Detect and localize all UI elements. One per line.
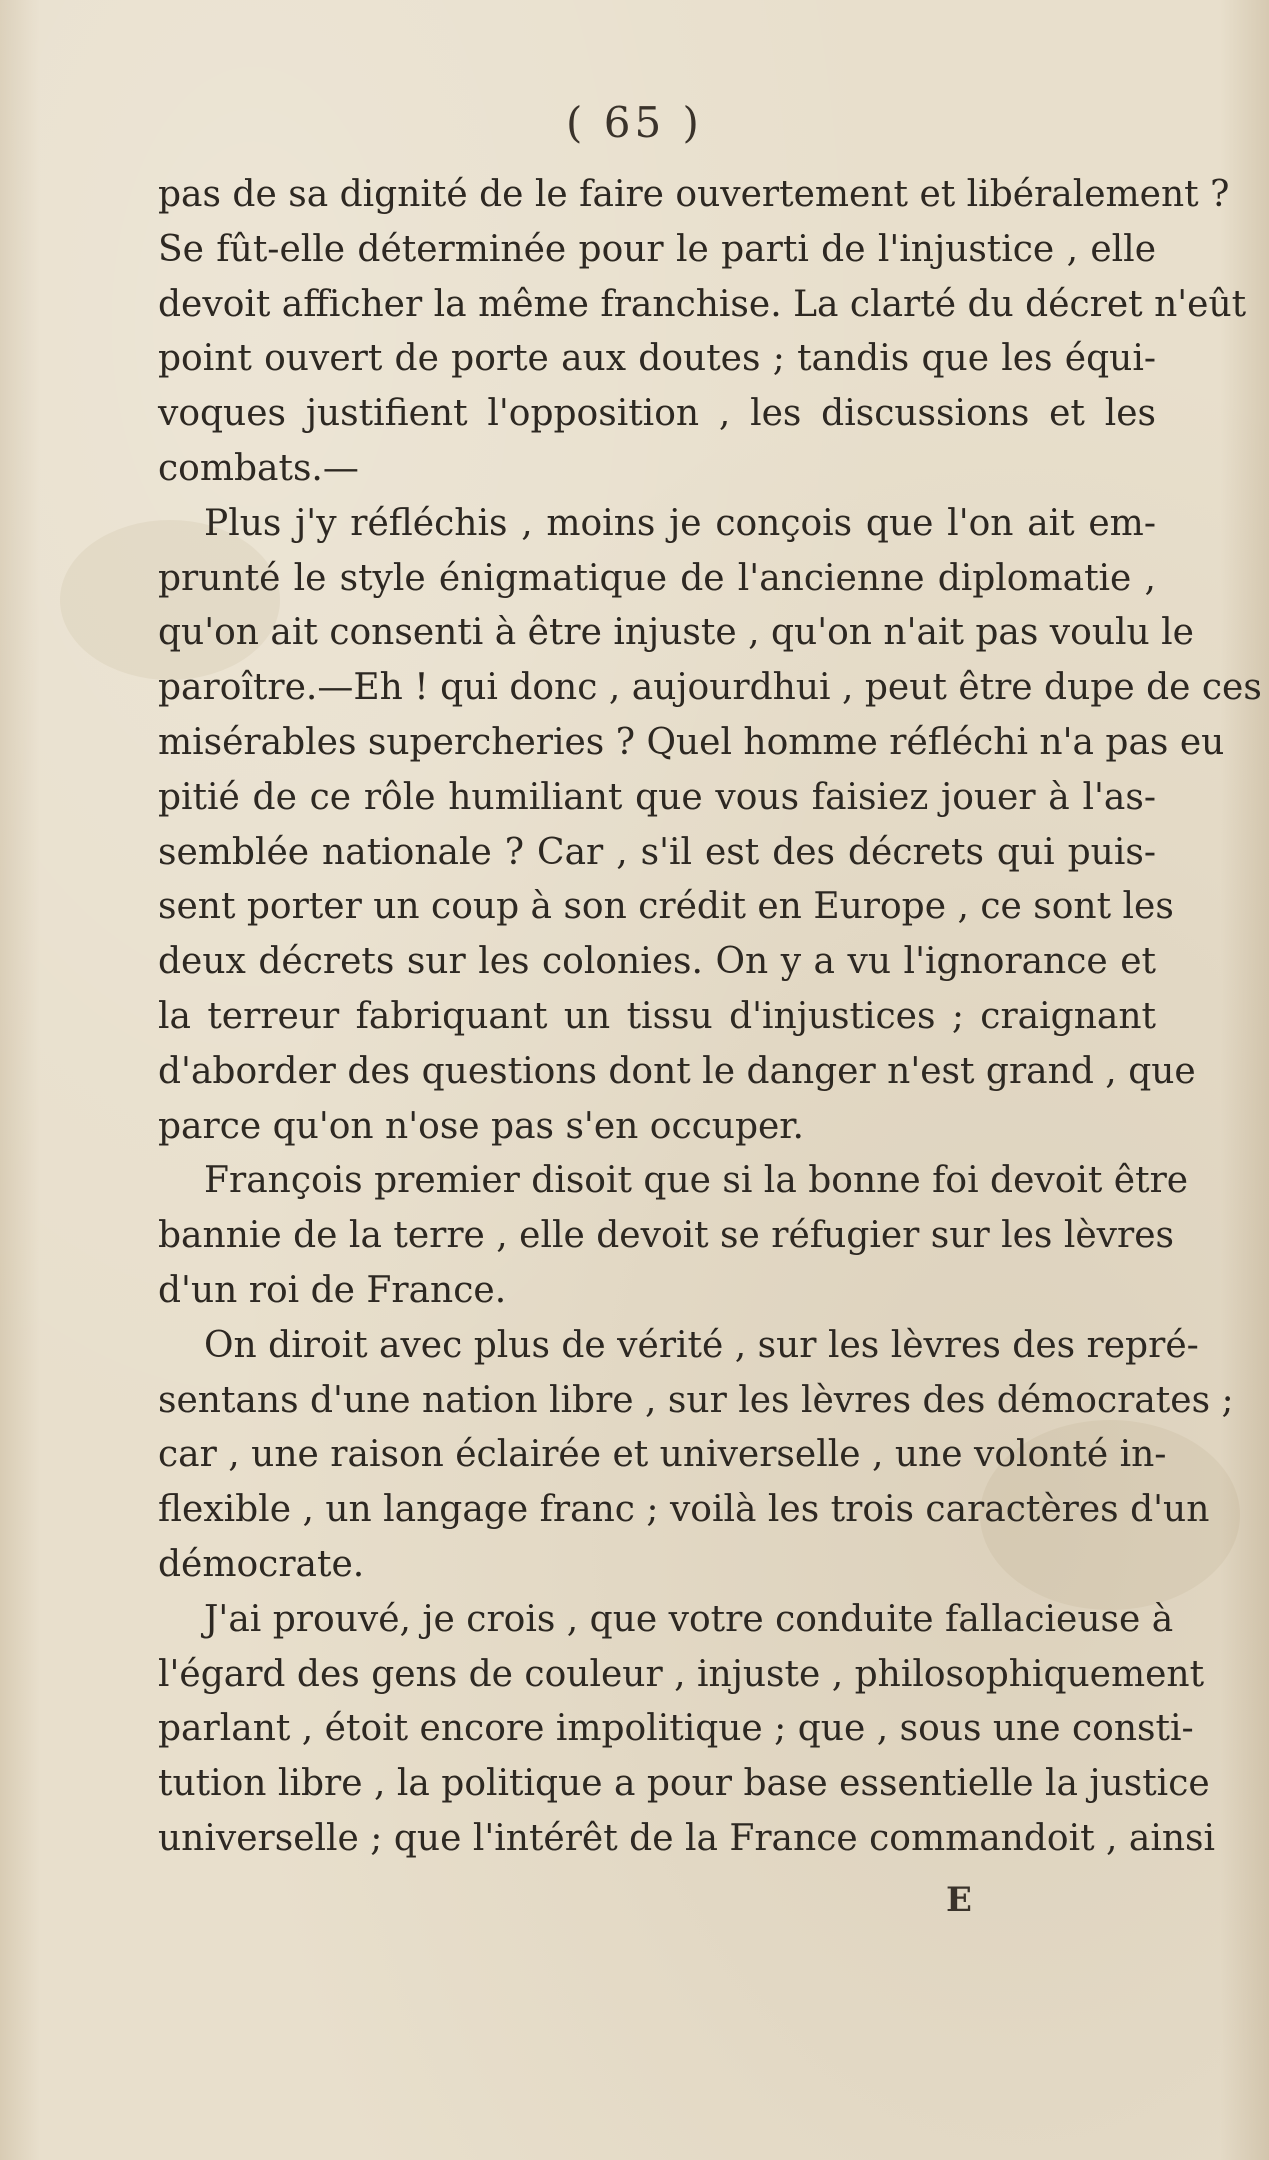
text-line: combats.— (158, 447, 359, 489)
text-line: la terreur fabriquant un tissu d'injustices ; craignant (158, 995, 1156, 1037)
text-line: devoit afficher la même franchise. La clarté du décret n'eût (158, 283, 1247, 325)
page-number: ( 65 ) (566, 98, 703, 147)
paragraph-first-line: François premier disoit que si la bonne foi devoit être (204, 1160, 1189, 1202)
text-line: prunté le style énigmatique de l'ancienne diplomatie , (158, 557, 1156, 599)
text-line: semblée nationale ? Car , s'il est des décrets qui puis- (158, 831, 1156, 873)
text-line: paroître.—Eh ! qui donc , aujourdhui , peut être dupe de ces (158, 667, 1262, 709)
text-line: d'aborder des questions dont le danger n'est grand , que (158, 1050, 1196, 1092)
text-line: bannie de la terre , elle devoit se réfugier sur les lèvres (158, 1215, 1174, 1257)
text-line: flexible , un langage franc ; voilà les trois caractères d'un (158, 1489, 1210, 1531)
text-line: point ouvert de porte aux doutes ; tandis que les équi- (158, 338, 1156, 380)
text-line: parlant , étoit encore impolitique ; que , sous une consti- (158, 1708, 1194, 1750)
signature-mark: E (946, 1880, 972, 1920)
text-line: qu'on ait consenti à être injuste , qu'on n'ait pas voulu le (158, 612, 1194, 654)
text-line: tution libre , la politique a pour base essentielle la justice (158, 1763, 1210, 1805)
paragraph-first-line: On diroit avec plus de vérité , sur les lèvres des repré- (204, 1324, 1199, 1366)
text-line: misérables supercheries ? Quel homme réfléchi n'a pas eu (158, 721, 1225, 763)
text-line: Se fût-elle déterminée pour le parti de l'injustice , elle (158, 228, 1156, 270)
text-line: sent porter un coup à son crédit en Europe , ce sont les (158, 886, 1174, 928)
body-text (158, 168, 1262, 1867)
text-line: l'égard des gens de couleur , injuste , philosophiquement (158, 1653, 1205, 1695)
text-line: démocrate. (158, 1543, 365, 1585)
text-line: pitié de ce rôle humiliant que vous faisiez jouer à l'as- (158, 776, 1156, 818)
text-line: voques justifient l'opposition , les discussions et les (158, 393, 1156, 435)
text-line: d'un roi de France. (158, 1269, 507, 1311)
text-line: universelle ; que l'intérêt de la France commandoit , ainsi (158, 1817, 1216, 1859)
paragraph-first-line: J'ai prouvé, je crois , que votre conduite fallacieuse à (204, 1598, 1174, 1640)
text-line: deux décrets sur les colonies. On y a vu l'ignorance et (158, 941, 1156, 983)
paragraph-first-line: Plus j'y réfléchis , moins je conçois que l'on ait em- (204, 502, 1156, 544)
text-line: parce qu'on n'ose pas s'en occuper. (158, 1105, 804, 1147)
text-line: sentans d'une nation libre , sur les lèvres des démocrates ; (158, 1379, 1234, 1421)
text-line: pas de sa dignité de le faire ouvertement et libéralement ? (158, 174, 1230, 215)
text-line: car , une raison éclairée et universelle , une volonté in- (158, 1434, 1167, 1476)
